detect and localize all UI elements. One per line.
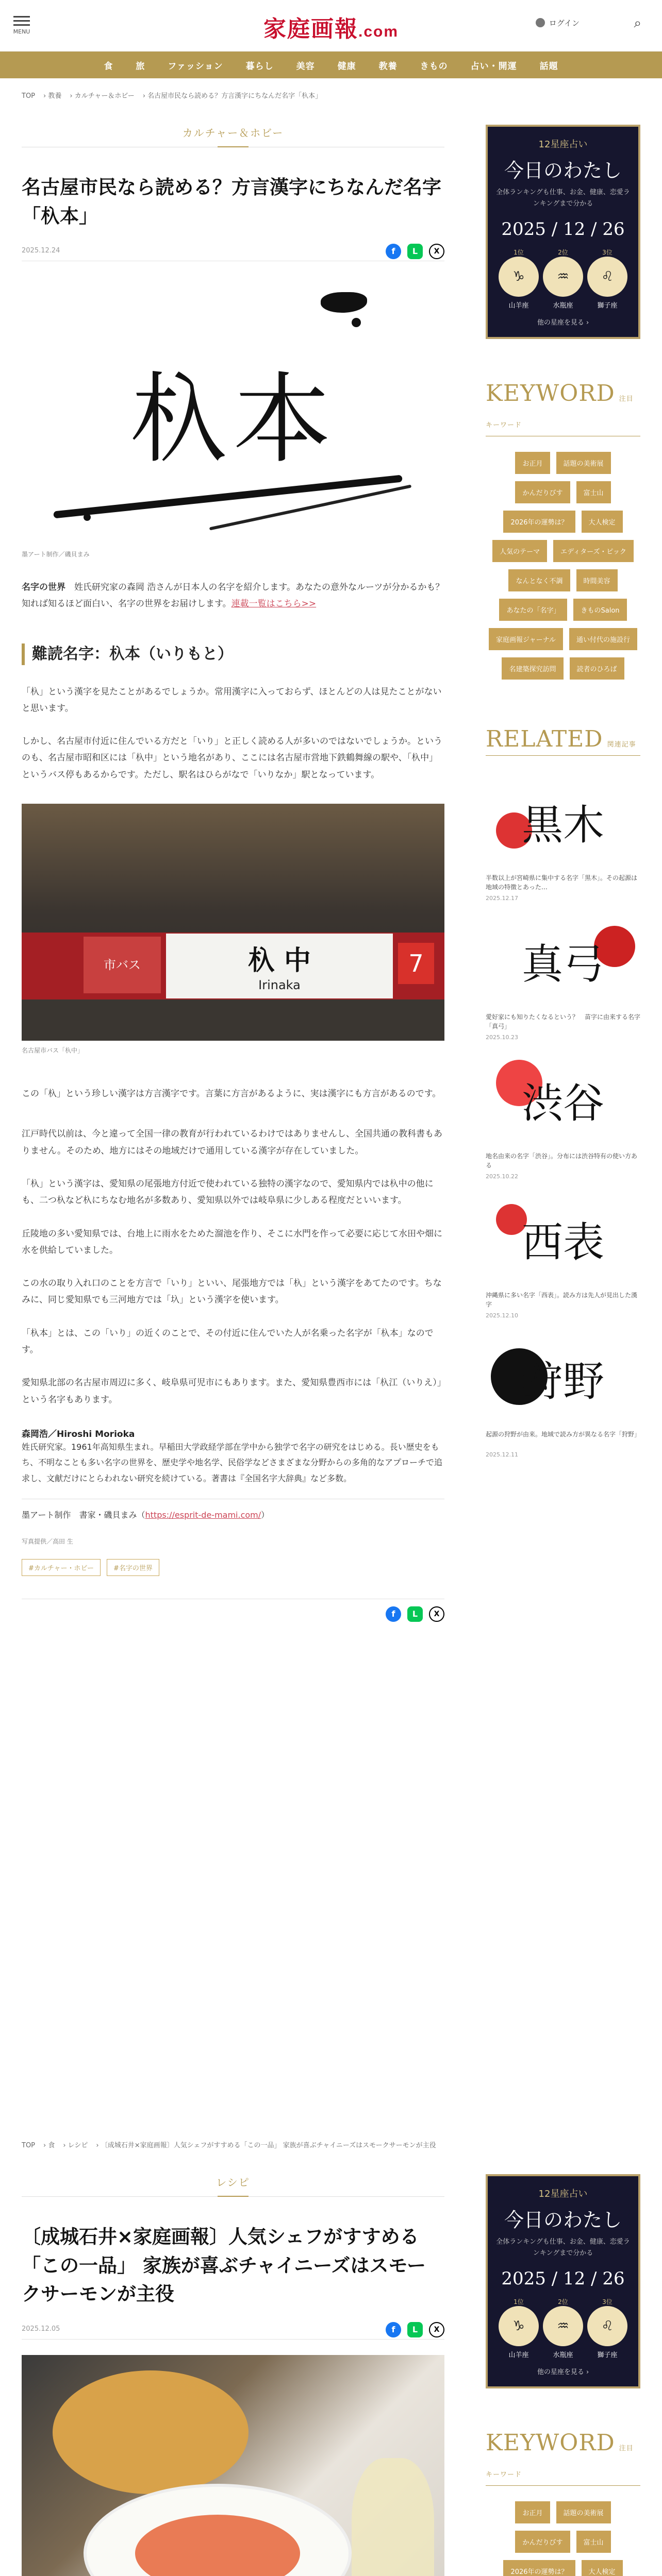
keyword-subtitle: 注目キーワード bbox=[486, 2444, 634, 2479]
zodiac-name: 山羊座 bbox=[508, 302, 529, 310]
nav-item[interactable]: 旅 bbox=[136, 61, 145, 72]
rank-number: 3位 bbox=[602, 249, 613, 257]
body-paragraph: 江戸時代以前は、今と違って全国一律の教育が行われているわけではありませんし、全国共通の教科書もありません。そのため、地方にはその地域だけで通用している漢字が存在していました。 bbox=[22, 1129, 442, 1156]
publish-date: 2025.12.05 bbox=[22, 2325, 60, 2333]
horoscope-ranking bbox=[495, 2297, 631, 2359]
bus-sign-route: 市バス bbox=[84, 937, 161, 993]
login-label: ログイン bbox=[549, 19, 580, 28]
zodiac-icon: ♑ bbox=[499, 2306, 539, 2346]
related-thumbnail bbox=[486, 771, 640, 869]
ink-credit-close: ） bbox=[261, 1510, 270, 1520]
related-caption: 半数以上が宮崎県に集中する名字「黒木」。その起源は地域の特徴とあった… bbox=[486, 874, 638, 891]
ink-dot bbox=[84, 514, 91, 521]
nav-item[interactable]: 美容 bbox=[296, 61, 315, 72]
article-main bbox=[22, 2174, 444, 2576]
rank-number: 2位 bbox=[558, 2298, 568, 2306]
x-share-icon[interactable]: X bbox=[429, 244, 444, 259]
related-thumbnail bbox=[486, 1189, 640, 1286]
keyword-title: KEYWORD bbox=[486, 2430, 615, 2456]
breadcrumb: TOP › 教養 › カルチャー＆ホビー › 名古屋市民なら読める？方言漢字にちなんだ名字「杁本」 bbox=[22, 92, 322, 100]
publish-date: 2025.12.24 bbox=[22, 247, 60, 255]
breadcrumb-item[interactable]: 教養 bbox=[48, 92, 62, 100]
breadcrumb-item: 名古屋市民なら読める？方言漢字にちなんだ名字「杁本」 bbox=[147, 92, 322, 100]
login-link[interactable] bbox=[536, 18, 580, 28]
image-credit: 墨アート制作／磯貝まみ bbox=[22, 551, 90, 558]
related-kanji: 黒木 bbox=[522, 801, 604, 850]
breadcrumb-item[interactable]: TOP bbox=[22, 2142, 36, 2149]
rank-number: 1位 bbox=[514, 2298, 524, 2306]
rank-item[interactable] bbox=[587, 248, 627, 310]
share-buttons bbox=[386, 2322, 444, 2337]
site-header bbox=[0, 0, 662, 52]
article-title: 〔成城石井×家庭画報〕人気シェフがすすめる「この一品」 家族が喜ぶチャイニーズはスモークサーモンが主役 bbox=[22, 2226, 426, 2305]
horoscope-date: 2025 / 12 / 26 bbox=[501, 2268, 625, 2290]
rank-item[interactable] bbox=[499, 2297, 539, 2359]
hero-ink-art bbox=[22, 277, 444, 545]
keyword-list bbox=[486, 2501, 640, 2576]
breadcrumb-item: 〔成城石井×家庭画報〕人気シェフがすすめる「この一品」 家族が喜ぶチャイニーズはスモークサーモンが主役 bbox=[101, 2142, 436, 2149]
body-paragraph: 丘陵地の多い愛知県では、台地上に雨水をためた溜池を作り、そこに水門を作って必要に応じて水田や畑に水を供給していました。 bbox=[22, 1228, 442, 1256]
related-article[interactable] bbox=[486, 910, 640, 1049]
category-label[interactable]: カルチャー＆ホビー bbox=[22, 125, 444, 147]
related-caption: 沖縄県に多い名字「西表」。読み方は先人が見出した漢字 bbox=[486, 1292, 638, 1309]
nav-item[interactable]: 占い・開運 bbox=[470, 61, 517, 72]
related-date: 2025.12.10 bbox=[486, 1312, 518, 1319]
zodiac-icon: ♌ bbox=[587, 2306, 627, 2346]
tag-link[interactable]: #カルチャー・ホビー bbox=[22, 1559, 101, 1576]
keyword-chip[interactable]: 人気のテーマ bbox=[492, 540, 547, 562]
body-paragraph: 「杁」という漢字は、愛知県の尾張地方付近で使われている独特の漢字なので、愛知県内では杁中の他にも、二つ杁など杁にちなむ地名が多数あり、愛知県以外では岐阜県に少しある程度だといいます。 bbox=[22, 1178, 434, 1206]
lead-paragraph bbox=[22, 579, 444, 613]
article-meta bbox=[22, 241, 444, 261]
article-main bbox=[22, 125, 444, 1619]
keyword-chip[interactable]: 通い付代の施設行 bbox=[569, 628, 637, 650]
rank-item[interactable] bbox=[543, 2297, 583, 2359]
keyword-chip[interactable]: 富士山 bbox=[576, 481, 611, 503]
zodiac-name: 獅子座 bbox=[597, 302, 618, 310]
article-section-2 bbox=[0, 2128, 662, 2576]
lead-series-name: 名字の世界 bbox=[22, 582, 65, 592]
related-date: 2025.12.17 bbox=[486, 895, 518, 902]
x-share-icon[interactable]: X bbox=[429, 1606, 444, 1622]
bus-sign-number: 7 bbox=[398, 943, 434, 984]
bus-stop-photo bbox=[22, 804, 444, 1041]
logo-suffix: .com bbox=[358, 23, 399, 40]
section-heading: 難読名字：杁本（いりもと） bbox=[22, 643, 444, 665]
zodiac-icon: ♒ bbox=[543, 257, 583, 297]
keyword-chip[interactable]: 2026年の運勢は？ bbox=[503, 511, 575, 533]
keyword-chip[interactable]: お正月 bbox=[515, 2501, 550, 2523]
logo-main: 家庭画報 bbox=[263, 16, 358, 42]
keyword-chip[interactable]: なんとなく不調 bbox=[508, 569, 570, 591]
rank-item[interactable] bbox=[543, 248, 583, 310]
related-kanji: 真弓 bbox=[522, 940, 604, 989]
keyword-chip[interactable]: あなたの「名字」 bbox=[499, 599, 567, 621]
horoscope-ranking bbox=[495, 248, 631, 310]
tag-link[interactable]: #名字の世界 bbox=[107, 1559, 159, 1576]
breadcrumb-item[interactable]: レシピ bbox=[68, 2142, 88, 2149]
line-share-icon[interactable]: L bbox=[407, 2322, 423, 2337]
zodiac-name: 山羊座 bbox=[508, 2351, 529, 2360]
horoscope-widget[interactable] bbox=[486, 125, 640, 339]
breadcrumb-item[interactable]: 食 bbox=[48, 2142, 55, 2149]
related-article[interactable] bbox=[486, 1049, 640, 1189]
nav-item[interactable]: 話題 bbox=[539, 61, 558, 72]
nav-item[interactable]: 食 bbox=[104, 61, 113, 72]
wine-glass bbox=[352, 2458, 434, 2576]
body-paragraph: しかし、名古屋市付近に住んでいる方だと「いり」と正しく読める人が多いのではないでしょうか。というのも、名古屋市昭和区には「杁中」という地名があり、ここには名古屋市営地下鉄鶴舞線の駅や、「杁中」というバス停もあるからです。ただし、駅名はひらがなで「いりなか」駅となっています。 bbox=[22, 736, 442, 780]
rank-number: 1位 bbox=[514, 249, 524, 257]
related-thumbnail bbox=[486, 1328, 640, 1426]
body-paragraph: この水の取り入れ口のことを方言で「いり」といい、尾張地方では「杁」という漢字をあてたのです。ちなみに、同じ愛知県でも三河地方では「圦」という漢字を使います。 bbox=[22, 1278, 442, 1306]
nav-item[interactable]: ファッション bbox=[168, 61, 223, 72]
breadcrumb-item[interactable]: TOP bbox=[22, 92, 36, 100]
related-kanji: 西表 bbox=[522, 1218, 604, 1267]
zodiac-icon: ♌ bbox=[587, 257, 627, 297]
keyword-chip[interactable]: きものSalon bbox=[573, 599, 626, 621]
rank-number: 3位 bbox=[602, 2298, 613, 2306]
share-buttons bbox=[386, 1606, 444, 1622]
body-paragraph: この「杁」という珍しい漢字は方言漢字です。言葉に方言があるように、実は漢字にも方言があるのです。 bbox=[22, 1089, 441, 1099]
related-list bbox=[486, 771, 640, 1467]
keyword-heading bbox=[486, 2430, 640, 2486]
related-article[interactable] bbox=[486, 1189, 640, 1328]
bottom-share bbox=[22, 1599, 444, 1619]
menu-label: MENU bbox=[13, 28, 30, 35]
facebook-share-icon[interactable]: f bbox=[386, 1606, 401, 1622]
keyword-chip[interactable]: 富士山 bbox=[576, 2531, 611, 2553]
zodiac-icon: ♑ bbox=[499, 257, 539, 297]
keyword-chip[interactable]: お正月 bbox=[515, 452, 550, 474]
zodiac-name: 水瓶座 bbox=[553, 2351, 573, 2360]
horoscope-subtitle: 全体ランキングも仕事、お金、健康、恋愛ランキングまで分かる bbox=[496, 189, 630, 208]
horoscope-more-link[interactable]: 他の星座を見る › bbox=[537, 319, 589, 327]
nav-item[interactable]: 教養 bbox=[378, 61, 398, 72]
zodiac-name: 水瓶座 bbox=[553, 302, 573, 310]
article-section-1 bbox=[0, 78, 662, 2128]
horoscope-more-link[interactable]: 他の星座を見る › bbox=[537, 2368, 589, 2377]
share-buttons bbox=[386, 244, 444, 259]
bus-sign-roman: Irinaka bbox=[258, 978, 301, 993]
lead-text: 姓氏研究家の森岡 浩さんが日本人の名字を紹介します。あなたの意外なルーツが分かるかも？知れば知るほど面白い、名字の世界をお届けします。 bbox=[22, 582, 444, 609]
related-caption: 愛好家にも知りたくなるという？ 苗字に由来する名字「真弓」 bbox=[486, 1013, 641, 1030]
author-bio: 姓氏研究家。1961年高知県生まれ。早稲田大学政経学部在学中から独学で名字の研究をはじめる。長い歴史をもち、不明なことも多い名字の世界を、歴史学や地名学、民俗学などさまざまな分野からの多角的なアプローチで追求し、文献だけにとらわれない研究を続けている。著書は『全国名字大辞典』など多数。 bbox=[22, 1442, 443, 1483]
image-credit: 名古屋市バス「杁中」 bbox=[22, 1047, 84, 1055]
related-caption: 起源の狩野が由来。地域で読み方が異なる名字「狩野」 bbox=[486, 1431, 641, 1438]
keyword-chip[interactable]: 家庭画報ジャーナル bbox=[489, 628, 563, 650]
horoscope-label: 12星座占い bbox=[538, 139, 588, 150]
keyword-chip[interactable]: 読者のひろば bbox=[570, 657, 624, 680]
body-paragraph: 「杁」という漢字を見たことがあるでしょうか。常用漢字に入っておらず、ほとんどの人は見たことがないと思います。 bbox=[22, 686, 442, 714]
keyword-chip[interactable]: 話題の美術展 bbox=[556, 2501, 611, 2523]
rank-item[interactable] bbox=[499, 248, 539, 310]
keyword-list bbox=[486, 452, 640, 680]
sidebar bbox=[486, 125, 640, 1467]
related-kanji: 渋谷 bbox=[522, 1079, 604, 1128]
sidebar bbox=[486, 2174, 640, 2576]
photo-credit: 写真提供／高田 生 bbox=[22, 1537, 73, 1545]
nav-item[interactable]: 健康 bbox=[337, 61, 356, 72]
related-article[interactable] bbox=[486, 1328, 640, 1467]
bus-sign-name: 杁 中 bbox=[247, 945, 311, 977]
keyword-title: KEYWORD bbox=[486, 380, 615, 407]
related-thumbnail bbox=[486, 910, 640, 1008]
horoscope-date: 2025 / 12 / 26 bbox=[501, 219, 625, 240]
category-label[interactable]: レシピ bbox=[22, 2174, 444, 2197]
facebook-share-icon[interactable]: f bbox=[386, 244, 401, 259]
keyword-subtitle: 注目キーワード bbox=[486, 395, 634, 429]
keyword-chip[interactable]: かんだりびす bbox=[515, 2531, 570, 2553]
ink-dot bbox=[352, 318, 361, 327]
series-list-link[interactable]: 連載一覧はこちら>> bbox=[231, 599, 317, 609]
horoscope-widget[interactable] bbox=[486, 2174, 640, 2388]
related-date: 2025.10.22 bbox=[486, 1173, 518, 1180]
nav-item[interactable]: きもの bbox=[420, 61, 448, 72]
keyword-chip[interactable]: 大人検定 bbox=[582, 2560, 623, 2576]
related-thumbnail bbox=[486, 1049, 640, 1147]
global-nav bbox=[0, 52, 662, 78]
horoscope-label: 12星座占い bbox=[538, 2189, 588, 2199]
nav-item[interactable]: 暮らし bbox=[245, 61, 274, 72]
article-meta bbox=[22, 2319, 444, 2340]
ink-credit-label: 墨アート制作 書家・磯貝まみ（ bbox=[22, 1510, 145, 1520]
related-kanji: 狩野 bbox=[522, 1358, 604, 1406]
related-heading bbox=[486, 726, 640, 756]
related-subtitle: 関連記事 bbox=[607, 740, 636, 749]
body-paragraph: 愛知県北部の名古屋市周辺に多く、岐阜県可児市にもあります。また、愛知県豊西市には「杁江（いりえ）」という名字もあります。 bbox=[22, 1378, 442, 1405]
ink-credit-link[interactable]: https://esprit-de-mami.com/ bbox=[145, 1510, 261, 1520]
keyword-chip[interactable]: エディターズ・ピック bbox=[553, 540, 634, 562]
related-date: 2025.12.11 bbox=[486, 1451, 518, 1459]
rank-item[interactable] bbox=[587, 2297, 627, 2359]
related-date: 2025.10.23 bbox=[486, 1034, 518, 1041]
keyword-chip[interactable]: 大人検定 bbox=[582, 511, 623, 533]
line-share-icon[interactable]: L bbox=[407, 244, 423, 259]
horoscope-title: 今日のわたし bbox=[504, 159, 622, 182]
keyword-heading bbox=[486, 380, 640, 436]
related-title: RELATED bbox=[486, 726, 603, 753]
keyword-chip[interactable]: 話題の美術展 bbox=[556, 452, 611, 474]
related-caption: 地名由来の名字「渋谷」。分布には渋谷特有の使い方ある bbox=[486, 1153, 638, 1170]
keyword-chip[interactable]: 名建築探究訪問 bbox=[502, 657, 563, 680]
keyword-chip[interactable]: 2026年の運勢は？ bbox=[503, 2560, 575, 2576]
keyword-chip[interactable]: かんだりびす bbox=[515, 481, 570, 503]
breadcrumb: TOP › 食 › レシピ › 〔成城石井×家庭画報〕人気シェフがすすめる「この一品」 家族が喜ぶチャイニーズはスモークサーモンが主役 bbox=[22, 2142, 436, 2149]
horoscope-title: 今日のわたし bbox=[504, 2209, 622, 2231]
author-profile bbox=[22, 1427, 444, 1486]
keyword-chip[interactable]: 時間美容 bbox=[576, 569, 618, 591]
ink-art-credit bbox=[22, 1499, 444, 1523]
user-icon bbox=[536, 18, 545, 27]
body-paragraph: 「杁本」とは、この「いり」の近くのことで、その付近に住んでいた人が名乗った名字が「杁本」なのです。 bbox=[22, 1328, 434, 1355]
search-icon[interactable]: ⌕ bbox=[634, 15, 641, 31]
horoscope-subtitle: 全体ランキングも仕事、お金、健康、恋愛ランキングまで分かる bbox=[496, 2238, 630, 2258]
article-title: 名古屋市民なら読める？方言漢字にちなんだ名字「杁本」 bbox=[22, 176, 441, 227]
author-name: 森岡浩／Hiroshi Morioka bbox=[22, 1429, 135, 1439]
photo-foreground bbox=[22, 999, 444, 1041]
breadcrumb-item[interactable]: カルチャー＆ホビー bbox=[74, 92, 135, 100]
related-article[interactable] bbox=[486, 771, 640, 910]
dish-photo bbox=[22, 2355, 444, 2576]
fried-rice-plate bbox=[53, 2370, 249, 2494]
x-share-icon[interactable]: X bbox=[429, 2322, 444, 2337]
facebook-share-icon[interactable]: f bbox=[386, 2322, 401, 2337]
zodiac-name: 獅子座 bbox=[597, 2351, 618, 2360]
zodiac-icon: ♒ bbox=[543, 2306, 583, 2346]
hero-kanji: 杁本 bbox=[129, 363, 336, 477]
rank-number: 2位 bbox=[558, 249, 568, 257]
article-tags bbox=[22, 1559, 444, 1576]
ink-splash bbox=[321, 292, 367, 313]
line-share-icon[interactable]: L bbox=[407, 1606, 423, 1622]
